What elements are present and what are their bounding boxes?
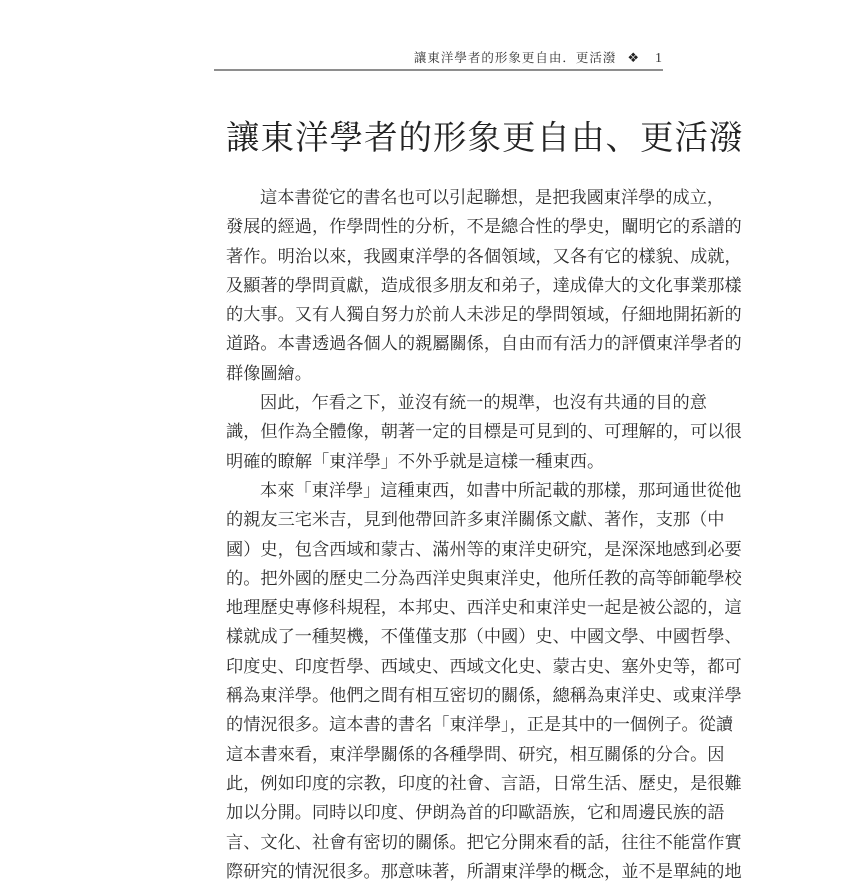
text-line: 際研究的情況很多。那意味著，所謂東洋學的概念，並不是單純的地 bbox=[226, 861, 742, 882]
text-line: 印度史、印度哲學、西域史、西域文化史、蒙古史、塞外史等，都可 bbox=[226, 656, 742, 677]
text-line: 的親友三宅米吉，見到他帶回許多東洋關係文獻、著作，支那（中 bbox=[226, 510, 725, 531]
text-line: 稱為東洋學。他們之間有相互密切的關係，總稱為東洋史、或東洋學 bbox=[226, 686, 742, 707]
text-line: 識，但作為全體像，朝著一定的目標是可見到的、可理解的，可以很 bbox=[226, 422, 742, 443]
paragraph-3 bbox=[226, 477, 742, 887]
text-line: 這本書來看，東洋學關係的各種學問、研究，相互關係的分合。因 bbox=[226, 744, 725, 765]
text-line: 的大事。又有人獨自努力於前人未涉足的學問領域，仔細地開拓新的 bbox=[226, 305, 742, 326]
text-line: 道路。本書透過各個人的親屬關係，自由而有活力的評價東洋學者的 bbox=[226, 334, 742, 355]
text-line: 國）史，包含西域和蒙古、滿州等的東洋史研究，是深深地感到必要 bbox=[226, 539, 742, 560]
chapter-title: 讓東洋學者的形象更自由、更活潑 bbox=[226, 118, 744, 157]
text-line: 及顯著的學問貢獻，造成很多朋友和弟子，達成偉大的文化事業那樣 bbox=[226, 275, 742, 296]
text-line: 的情況很多。這本書的書名「東洋學」，正是其中的一個例子。從讀 bbox=[226, 715, 734, 736]
text-line: 這本書從它的書名也可以引起聯想，是把我國東洋學的成立， bbox=[260, 188, 725, 208]
text-line: 的。把外國的歷史二分為西洋史與東洋史，他所任教的高等師範學校 bbox=[226, 568, 742, 589]
running-head-title: 讓東洋學者的形象更自由．更活潑 bbox=[413, 50, 617, 65]
text-line: 言、文化、社會有密切的關係。把它分開來看的話，往往不能當作實 bbox=[226, 832, 742, 853]
body-text bbox=[226, 184, 742, 887]
text-line: 因此，乍看之下，並沒有統一的規準，也沒有共通的目的意 bbox=[260, 393, 707, 414]
text-line: 本來「東洋學」這種東西，如書中所記載的那樣，那珂通世從他 bbox=[260, 480, 742, 501]
paragraph-2 bbox=[226, 389, 742, 477]
header-rule bbox=[214, 69, 663, 71]
text-line: 地理歷史專修科規程，本邦史、西洋史和東洋史一起是被公認的，這 bbox=[226, 598, 742, 619]
text-line: 著作。明治以來，我國東洋學的各個領域，又各有它的樣貌、成就， bbox=[226, 246, 742, 267]
text-line: 加以分開。同時以印度、伊朗為首的印歐語族，它和周邊民族的語 bbox=[226, 803, 725, 824]
text-line: 樣就成了一種契機，不僅僅支那（中國）史、中國文學、中國哲學、 bbox=[226, 627, 742, 648]
text-line: 發展的經過，作學問性的分析，不是總合性的學史，闡明它的系譜的 bbox=[226, 217, 742, 238]
text-line: 群像圖繪。 bbox=[226, 363, 312, 384]
ornament-icon: ❖ bbox=[627, 51, 641, 66]
page-number: 1 bbox=[655, 51, 663, 66]
paragraph-1 bbox=[226, 184, 742, 389]
running-head bbox=[214, 48, 663, 68]
text-line: 此，例如印度的宗教，印度的社會、言語，日常生活、歷史，是很難 bbox=[226, 773, 742, 794]
text-line: 明確的瞭解「東洋學」不外乎就是這樣一種東西。 bbox=[226, 451, 605, 472]
